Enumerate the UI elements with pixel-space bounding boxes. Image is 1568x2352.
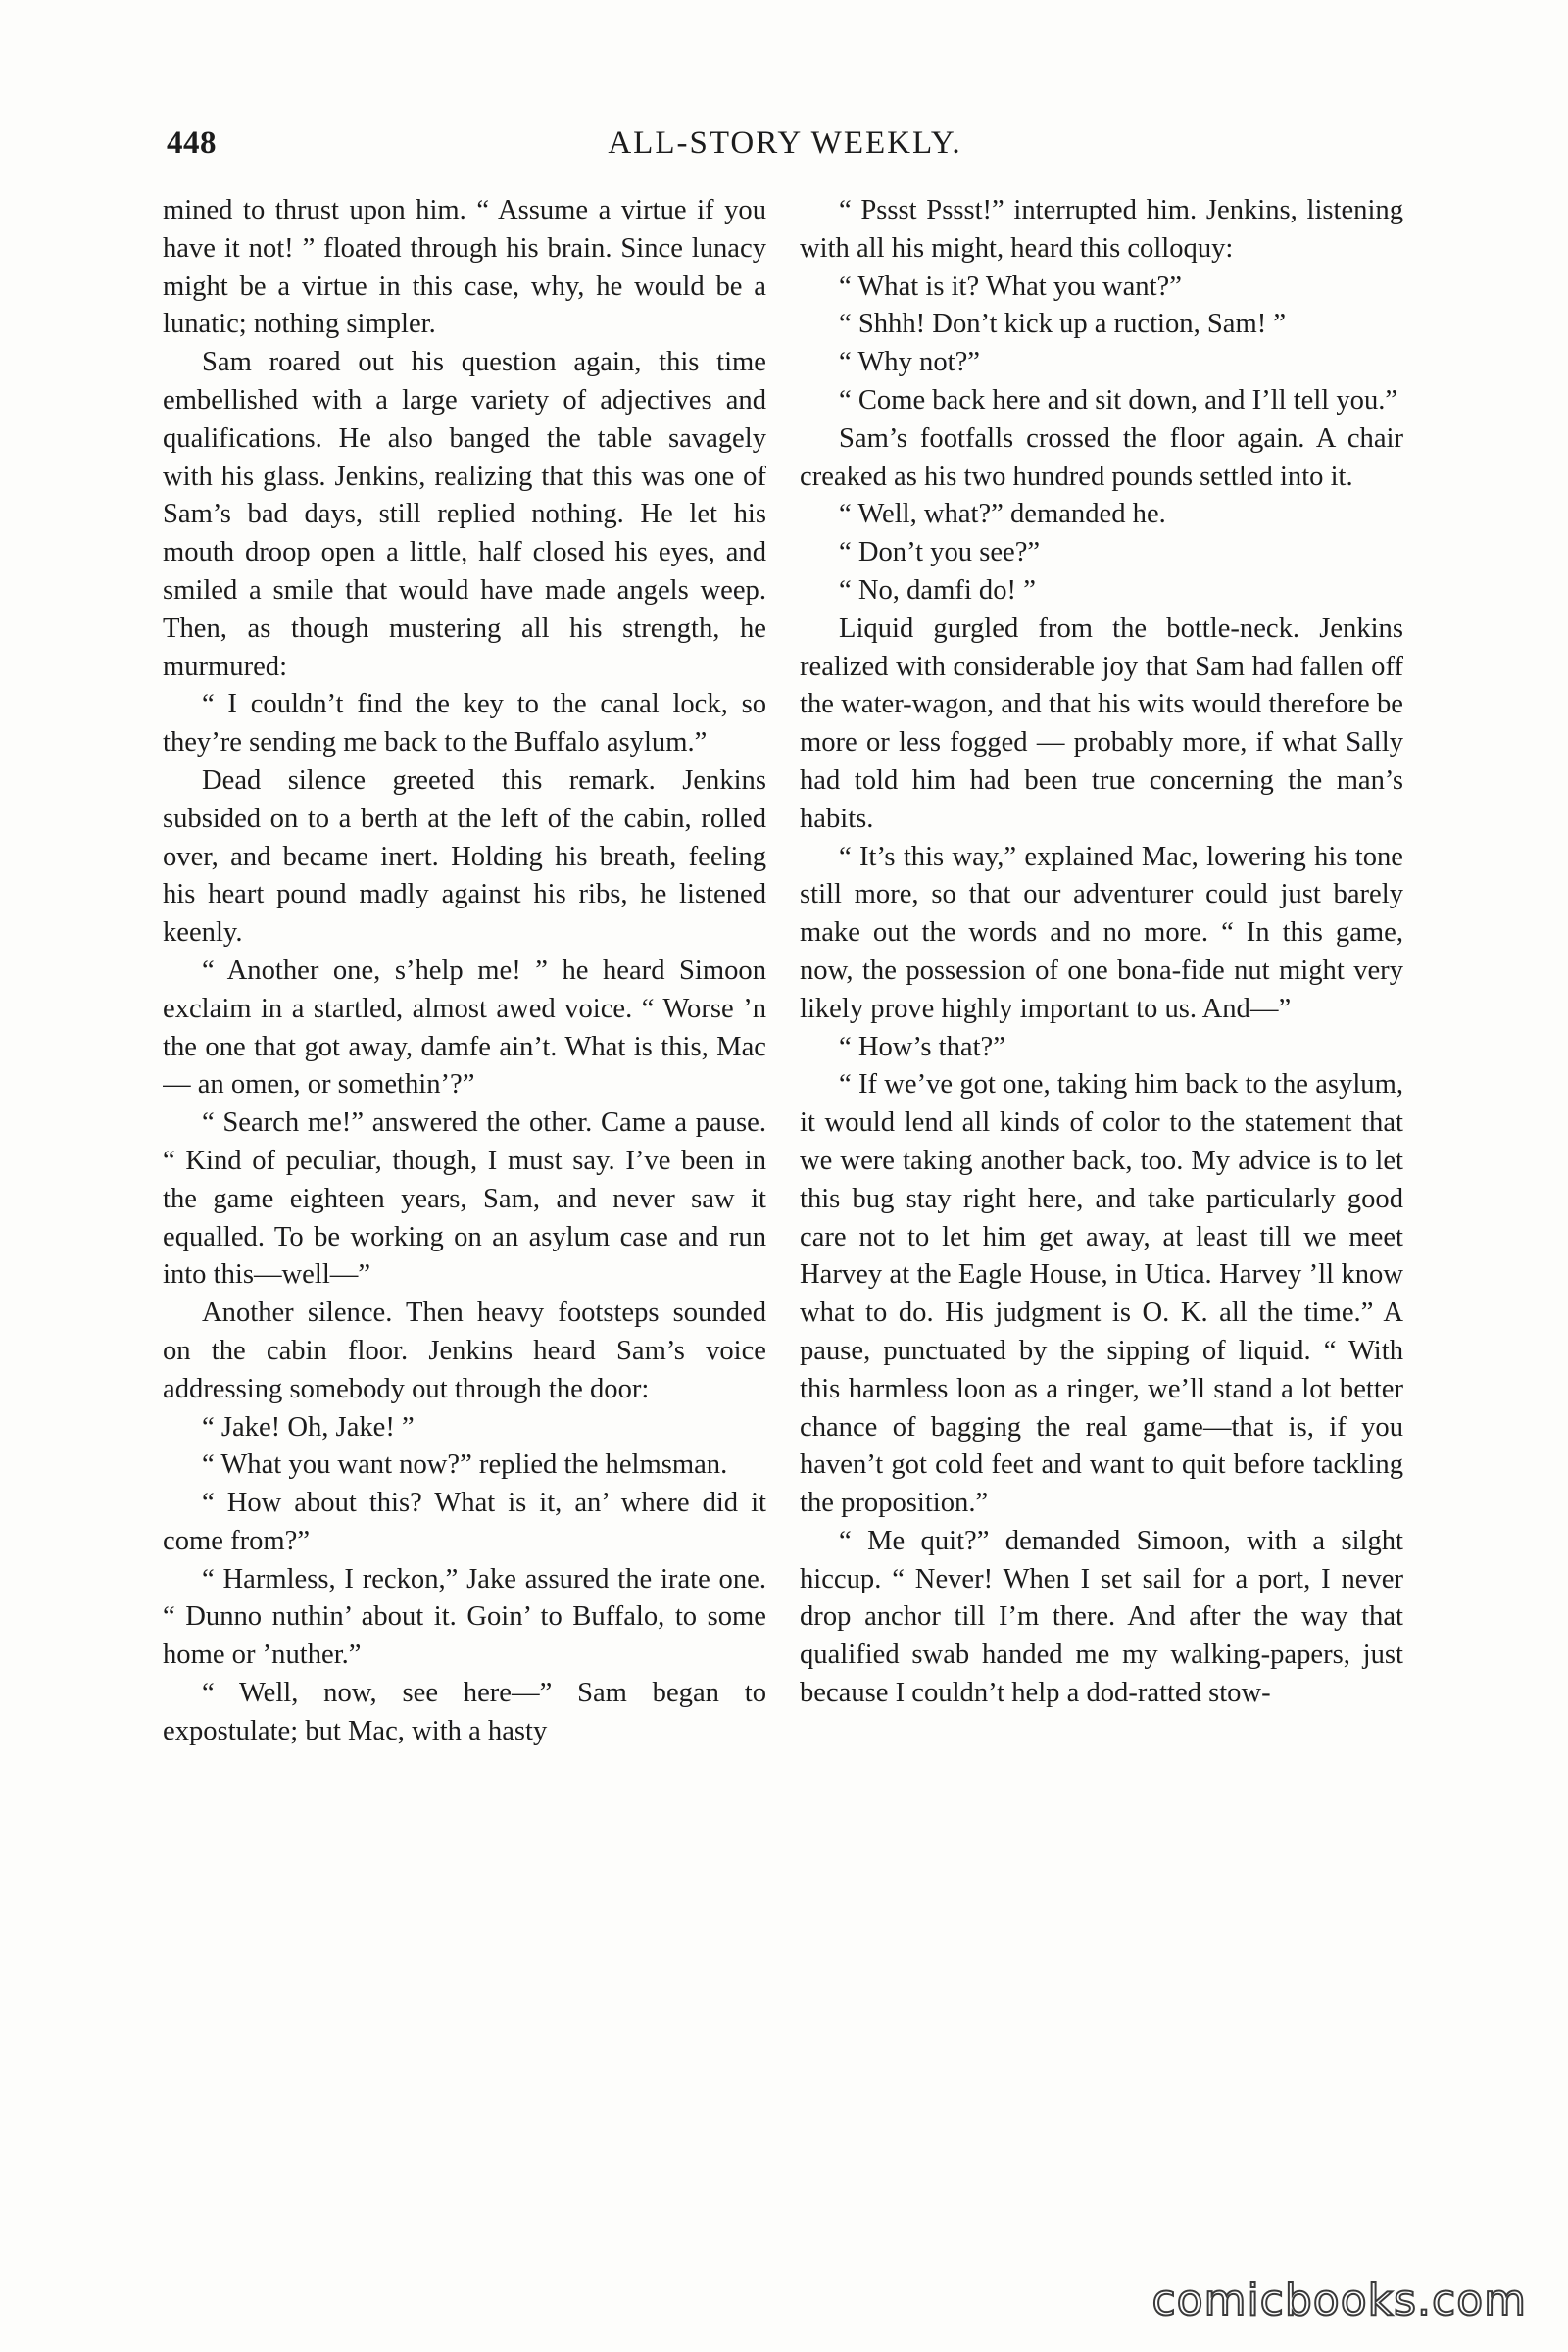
paragraph: “ Jake! Oh, Jake! ” <box>202 1411 415 1443</box>
paragraph: “ Well, what?” demanded he. <box>839 499 1166 530</box>
paragraph: Sam’s footfalls crossed the floor again. A chair creaked as his two hundred pounds settled into it. <box>800 422 1403 492</box>
paragraph: “ Another one, s’help me! ” he heard Simoon exclaim in a startled, almost awed voice. “ Worse ’n the one that got away, damfe ain’t. What is this, Mac — an omen, or somethin’?” <box>163 955 766 1101</box>
paragraph: “ Pssst Pssst!” interrupted him. Jenkins, listening with all his might, heard this colloquy: <box>800 195 1403 264</box>
paragraph: “ Me quit?” demanded Simoon, with a silght hiccup. “ Never! When I set sail for a port, I never drop anchor till I’m there. And after the way that qualified swab handed me my walking-papers, just because I couldn’t help a dod-ratted stow- <box>800 1525 1403 1709</box>
paragraph: Sam roared out his question again, this time embellished with a large variety of adjectives and qualifications. He also banged the table savagely with his glass. Jenkins, realizing that this was one of Sam’s bad days, still replied nothing. He let his mouth droop open a little, half closed his eyes, and smiled a smile that would have made angels weep. Then, as though mustering all his strength, he murmured: <box>163 347 766 682</box>
page-header <box>167 125 1403 169</box>
running-head: ALL-STORY WEEKLY. <box>608 125 962 161</box>
paragraph: Another silence. Then heavy footsteps sounded on the cabin floor. Jenkins heard Sam’s voice addressing somebody out through the door: <box>163 1298 766 1404</box>
page-number: 448 <box>167 125 217 161</box>
paragraph: “ Why not?” <box>839 347 980 378</box>
right-column <box>800 192 1403 2132</box>
paragraph: “ Search me!” answered the other. Came a pause. “ Kind of peculiar, though, I must say. I’ve been in the game eighteen years, Sam, and never saw it equalled. To be working on an asylum case and run into this—well—” <box>163 1107 766 1291</box>
paragraph: “ It’s this way,” explained Mac, lowering his tone still more, so that our adventurer could just barely make out the words and no more. “ In this game, now, the possession of one bona-fide nut might very likely prove highly important to us. And—” <box>800 841 1403 1024</box>
paragraph: “ How’s that?” <box>839 1031 1005 1062</box>
paragraph: Dead silence greeted this remark. Jenkins subsided on to a berth at the left of the cabin, rolled over, and became inert. Holding his breath, feeling his heart pound madly against his ribs, he listened keenly. <box>163 764 766 949</box>
watermark-logo: comicbooks.com <box>1152 2276 1527 2326</box>
paragraph: “ No, damfi do! ” <box>839 574 1036 606</box>
paragraph: “ How about this? What is it, an’ where did it come from?” <box>163 1488 766 1556</box>
paragraph: “ If we’ve got one, taking him back to the asylum, it would lend all kinds of color to the statement that we were taking another back, too. My advice is to let this bug stay right here, and take particularly good care not to let him get away, at least till we meet Harvey at the Eagle House, in Utica. Harvey ’ll know what to do. His judgment is O. K. all the time.” A pause, punctuated by the sipping of liquid. “ With this harmless loon as a ringer, we’ll stand a lot better chance of bagging the real game—that is, if you haven’t got cold feet and want to quit before tackling the proposition.” <box>800 1069 1403 1519</box>
left-column <box>163 192 766 2132</box>
paragraph: “ Harmless, I reckon,” Jake assured the irate one. “ Dunno nuthin’ about it. Goin’ to Buffalo, to some home or ’nuther.” <box>163 1563 766 1671</box>
paragraph: “ Well, now, see here—” Sam began to expostulate; but Mac, with a hasty <box>163 1678 766 1746</box>
paragraph: “ Don’t you see?” <box>839 537 1041 568</box>
paragraph: “ Shhh! Don’t kick up a ruction, Sam! ” <box>839 309 1287 340</box>
paragraph: “ What you want now?” replied the helmsman. <box>202 1449 728 1481</box>
paragraph: mined to thrust upon him. “ Assume a virtue if you have it not! ” floated through his brain. Since lunacy might be a virtue in this case, why, he would be a lunatic; nothing simpler. <box>163 195 766 340</box>
paragraph: “ What is it? What you want?” <box>839 270 1182 302</box>
paragraph: Liquid gurgled from the bottle-neck. Jenkins realized with considerable joy that Sam had fallen off the water-wagon, and that his wits would therefore be more or less fogged — probably more, if what Sally had told him had been true concerning the man’s habits. <box>800 612 1403 834</box>
paragraph: “ I couldn’t find the key to the canal lock, so they’re sending me back to the Buffalo asylum.” <box>163 689 766 759</box>
paragraph: “ Come back here and sit down, and I’ll tell you.” <box>839 384 1398 416</box>
